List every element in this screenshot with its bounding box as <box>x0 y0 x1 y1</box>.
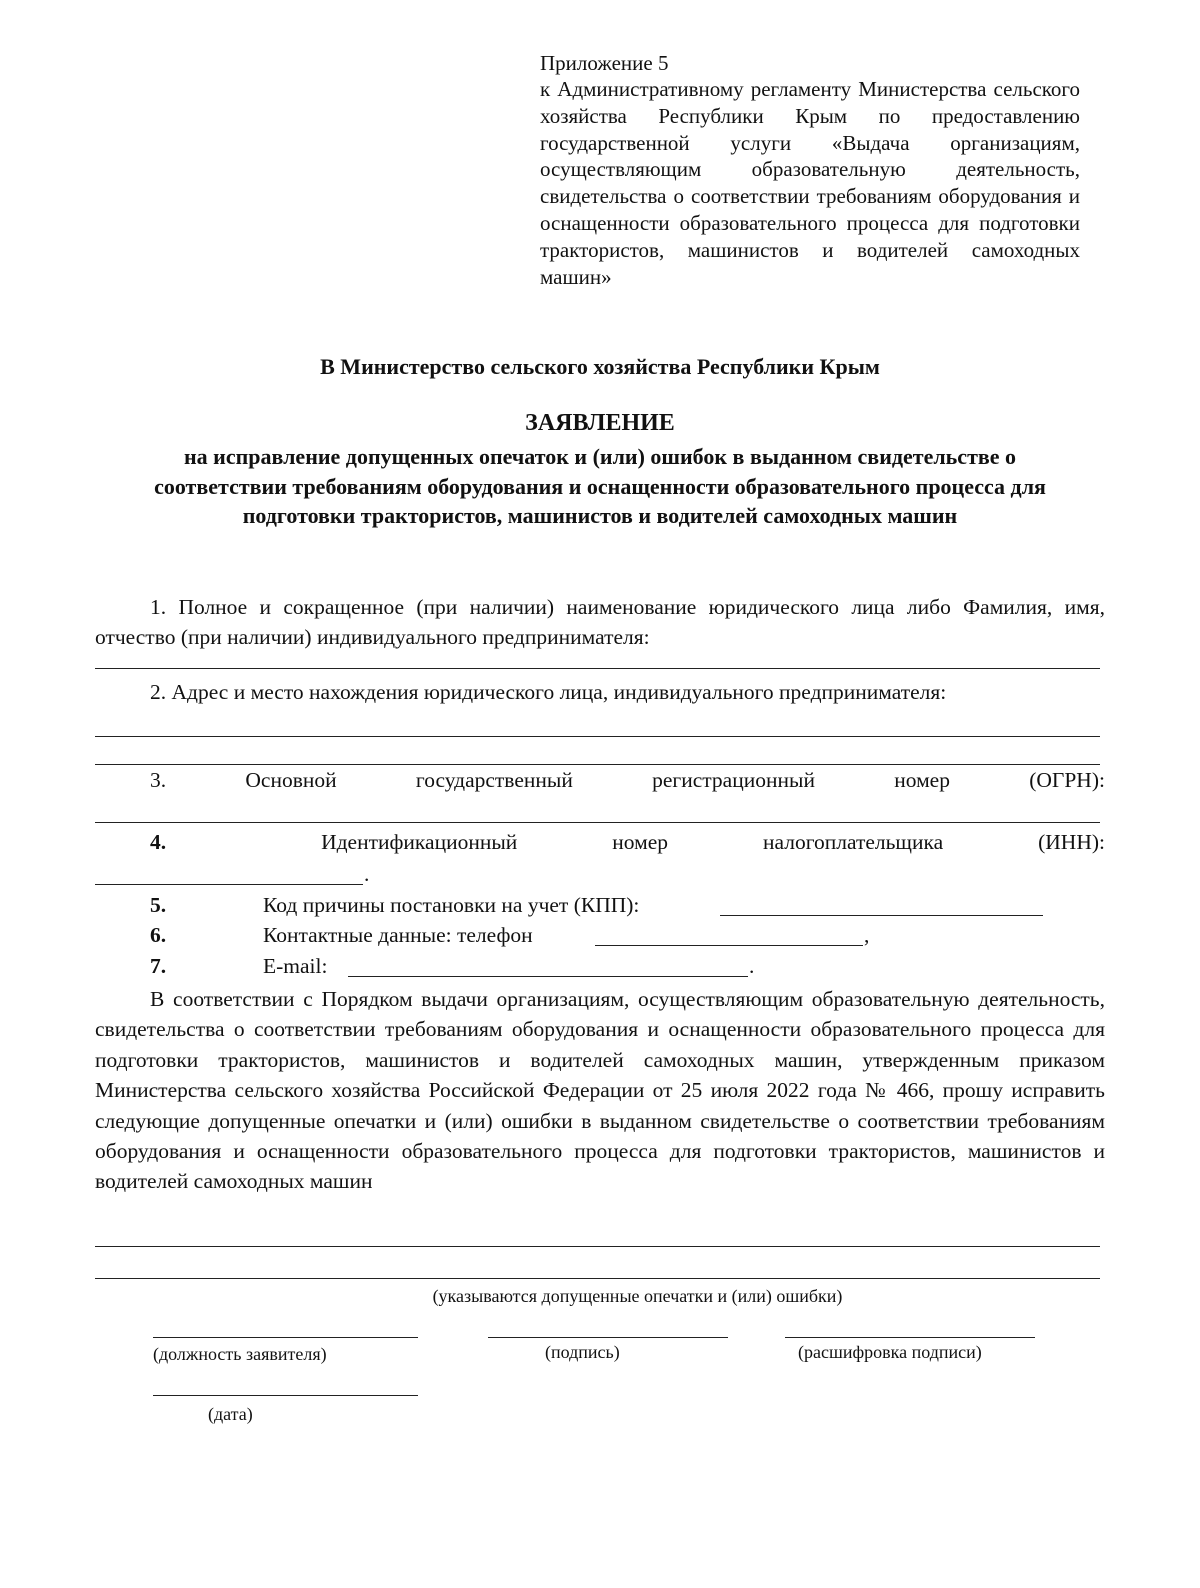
date-line[interactable] <box>153 1395 418 1396</box>
request-paragraph <box>95 984 1105 1197</box>
position-line[interactable] <box>153 1337 418 1338</box>
field-7-end: . <box>749 954 755 978</box>
document-title: ЗАЯВЛЕНИЕ <box>525 410 675 436</box>
field-4-word: налогоплательщика <box>762 830 944 854</box>
signature-decoding-caption: (расшифровка подписи) <box>798 1342 982 1362</box>
signature-decoding-line[interactable] <box>785 1337 1035 1338</box>
field-3-word: (ОГРН): <box>1029 768 1105 792</box>
field-6-label: Контактные данные: телефон <box>263 923 533 947</box>
field-4-end: . <box>364 862 370 886</box>
field-7-label: E-mail: <box>263 954 328 978</box>
field-2-line-2[interactable] <box>95 764 1100 765</box>
signature-line[interactable] <box>488 1337 728 1338</box>
field-1-text: 1. Полное и сокращенное (при наличии) наименование юридического лица либо Фамилия, имя, отчество (при наличии) индивидуального предпринимателя: <box>95 595 1105 649</box>
field-4-number: 4. <box>150 830 167 854</box>
field-1-line[interactable] <box>95 668 1100 669</box>
addressee: В Министерство сельского хозяйства Республики Крым <box>320 354 880 379</box>
field-4-label <box>150 830 1105 855</box>
request-text: В соответствии с Порядком выдачи организациям, осуществляющим образовательную деятельность, свидетельства о соответствии требованиям оборудования и оснащенности образовательного процесса для подготовки трактористов, машинистов и водителей самоходных машин, утвержденным приказом Министерства сельского хозяйства Российской Федерации от 25 июля 2022 года № 466, прошу исправить следующие допущенные опечатки и (или) ошибки в выданном свидетельстве о соответствии требованиям оборудования и оснащенности образовательного процесса для подготовки трактористов, машинистов и водителей самоходных машин <box>95 987 1105 1194</box>
field-4-word: Идентификационный <box>321 830 518 854</box>
field-5-number: 5. <box>150 893 167 917</box>
field-6-end: , <box>864 923 870 947</box>
document-subtitle: на исправление допущенных опечаток и (или) ошибок в выданном свидетельстве о соответствии требованиям оборудования и оснащенности образовательного процесса для подготовки трактористов, машинистов и водителей самоходных машин <box>154 444 1046 528</box>
field-3-word: государственный <box>415 768 573 792</box>
errors-line-2[interactable] <box>95 1278 1100 1279</box>
kpp-input-line[interactable] <box>720 915 1043 916</box>
signature-caption: (подпись) <box>545 1342 620 1362</box>
field-1-label <box>95 592 1105 652</box>
field-4-line[interactable] <box>95 884 363 885</box>
appendix-label: Приложение 5 <box>540 51 669 75</box>
field-3-line[interactable] <box>95 822 1100 823</box>
position-caption: (должность заявителя) <box>153 1344 327 1364</box>
field-3-word: регистрационный <box>652 768 815 792</box>
field-7-number: 7. <box>150 954 167 978</box>
field-5-label: Код причины постановки на учет (КПП): <box>263 893 640 917</box>
field-4-word: номер <box>612 830 669 854</box>
field-2-line-1[interactable] <box>95 736 1100 737</box>
email-input-line[interactable] <box>348 976 748 977</box>
field-6-number: 6. <box>150 923 167 947</box>
appendix-text: к Административному регламенту Министерства сельского хозяйства Республики Крым по предоставлению государственной услуги «Выдача организациям, осуществляющим образовательную деятельность, свидетельства о соответствии требованиям оборудования и оснащенности образовательного процесса для подготовки трактористов, машинистов и водителей самоходных машин» <box>540 77 1080 289</box>
field-3-word: Основной <box>245 768 337 792</box>
field-2-label: 2. Адрес и место нахождения юридического лица, индивидуального предпринимателя: <box>150 680 947 704</box>
errors-caption: (указываются допущенные опечатки и (или) ошибки) <box>432 1286 843 1306</box>
field-4-word: (ИНН): <box>1038 830 1105 854</box>
errors-line-1[interactable] <box>95 1246 1100 1247</box>
date-caption: (дата) <box>208 1404 253 1424</box>
field-3-label <box>150 768 1105 793</box>
field-3-word: номер <box>894 768 950 792</box>
phone-input-line[interactable] <box>595 945 863 946</box>
field-3-number: 3. <box>150 768 167 792</box>
